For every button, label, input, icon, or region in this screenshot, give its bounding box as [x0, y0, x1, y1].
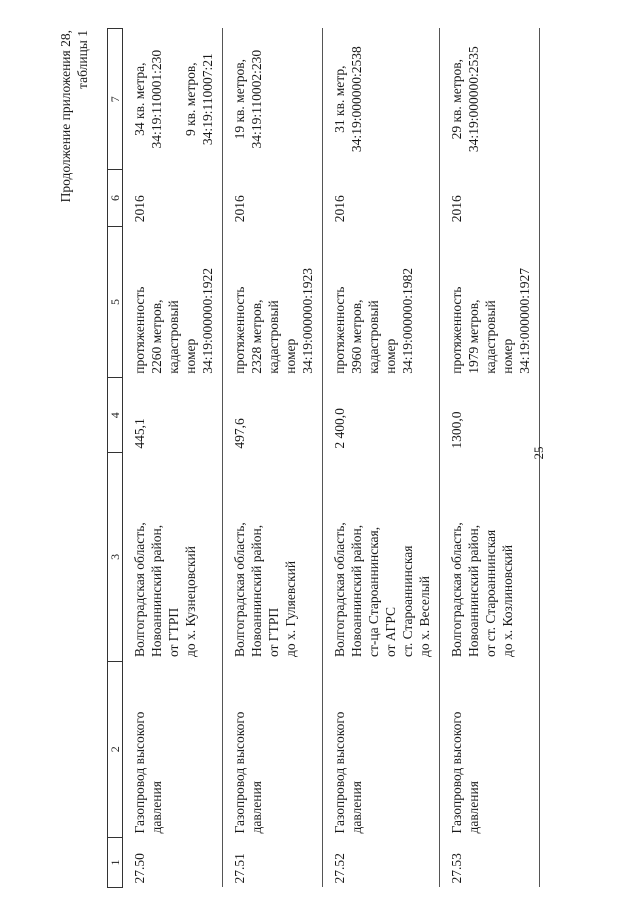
rotated-page-content: [45, 15, 585, 890]
object-value: 445,1: [123, 378, 223, 453]
object-location: Волгоградская область, Новоаннинский район, от ст. Староаннинская до х. Козлиновский: [440, 453, 540, 661]
object-value: 497,6: [223, 378, 323, 453]
table-body: [123, 29, 540, 888]
object-value: 1300,0: [440, 378, 540, 453]
object-year: 2016: [223, 170, 323, 226]
header-row: [108, 29, 123, 888]
column-header: 7: [108, 29, 123, 170]
column-header: 6: [108, 170, 123, 226]
table-row: [440, 29, 540, 888]
object-description: протяженность 2328 метров, кадастровый номер 34:19:000000:1923: [223, 226, 323, 378]
table-row: [323, 29, 440, 888]
land-area: 29 кв. метров, 34:19:000000:2535: [440, 29, 540, 170]
object-name: Газопровод высокого давления: [440, 661, 540, 837]
object-location: Волгоградская область, Новоаннинский район, от ГТРП до х. Кузнецовский: [123, 453, 223, 661]
table-row: [123, 29, 223, 888]
row-number: 27.50: [123, 838, 223, 888]
page-number: 25: [531, 446, 546, 460]
row-number: 27.51: [223, 838, 323, 888]
land-area: 34 кв. метра, 34:19:110001:230 9 кв. метров, 34:19:110007:21: [123, 29, 223, 170]
land-area: 31 кв. метр, 34:19:000000:2538: [323, 29, 440, 170]
object-description: протяженность 1979 метров, кадастровый номер 34:19:000000:1927: [440, 226, 540, 378]
land-area: 19 кв. метров, 34:19:110002:230: [223, 29, 323, 170]
data-table: [107, 28, 540, 888]
object-name: Газопровод высокого давления: [223, 661, 323, 837]
column-header: 5: [108, 226, 123, 378]
object-year: 2016: [323, 170, 440, 226]
object-value: 2 400,0: [323, 378, 440, 453]
row-number: 27.53: [440, 838, 540, 888]
column-header: 1: [108, 838, 123, 888]
column-header: 4: [108, 378, 123, 453]
column-header: 3: [108, 453, 123, 661]
object-description: протяженность 2260 метров, кадастровый номер 34:19:000000:1922: [123, 226, 223, 378]
object-description: протяженность 3960 метров, кадастровый номер 34:19:000000:1982: [323, 226, 440, 378]
object-location: Волгоградская область, Новоаннинский район, ст-ца Староаннинская, от АГРС ст. Староаннинская до х. Веселый: [323, 453, 440, 661]
table-header: [108, 29, 123, 888]
column-header: 2: [108, 661, 123, 837]
continuation-note: Продолжение приложения 28, таблицы 1: [58, 30, 90, 203]
object-name: Газопровод высокого давления: [323, 661, 440, 837]
object-year: 2016: [123, 170, 223, 226]
object-name: Газопровод высокого давления: [123, 661, 223, 837]
object-location: Волгоградская область, Новоаннинский район, от ГТРП до х. Гуляевский: [223, 453, 323, 661]
object-year: 2016: [440, 170, 540, 226]
row-number: 27.52: [323, 838, 440, 888]
table-row: [223, 29, 323, 888]
